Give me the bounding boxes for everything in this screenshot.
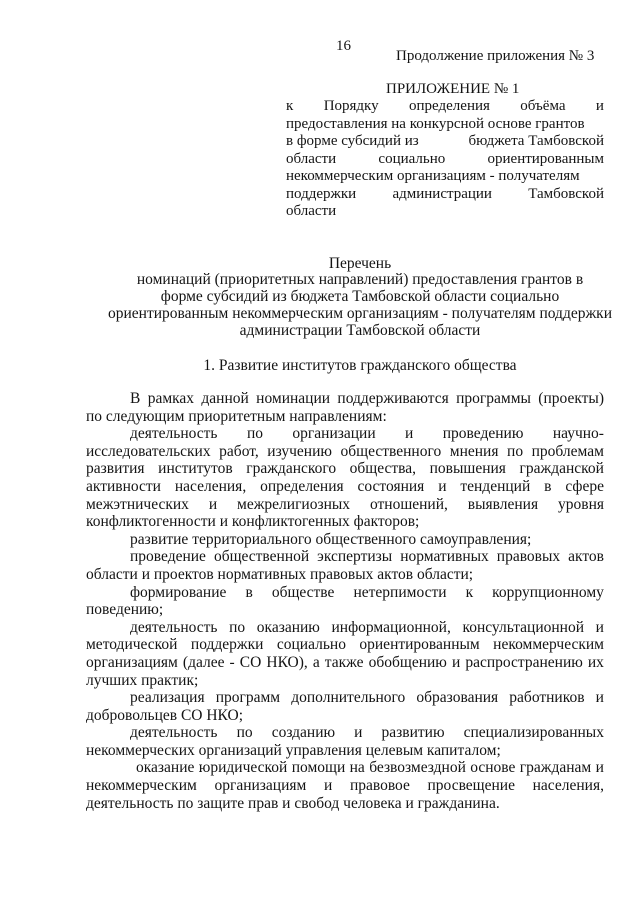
word: общественного — [340, 442, 442, 460]
word: сфере — [565, 477, 604, 495]
word: распространению — [465, 653, 583, 671]
word: (далее — [182, 653, 225, 671]
word: методической — [86, 636, 178, 654]
word: развитию — [381, 724, 445, 742]
appendix-title: ПРИЛОЖЕНИЕ № 1 — [386, 81, 520, 97]
word: гражданской — [519, 460, 604, 478]
word: деятельность — [130, 425, 218, 443]
body-line — [86, 443, 604, 461]
word: по — [246, 425, 263, 443]
word: и — [405, 425, 414, 443]
word: состояния — [357, 477, 425, 495]
word: нетерпимости — [353, 583, 447, 601]
word: институтов — [158, 460, 233, 478]
word: оказание — [136, 759, 195, 777]
word: формирование — [130, 583, 227, 601]
word: активности — [86, 477, 161, 495]
word: населения, — [532, 777, 604, 795]
word: деятельность — [130, 618, 218, 636]
word: и — [354, 724, 363, 742]
body-line — [86, 689, 604, 707]
word: объёма — [520, 98, 566, 114]
word: общественной — [213, 548, 310, 566]
word: и — [595, 98, 604, 114]
word: данной — [201, 390, 249, 407]
word: развития — [86, 460, 145, 478]
word: нормативных — [400, 548, 489, 566]
word: ориентированным — [359, 636, 480, 654]
word: по — [236, 724, 253, 742]
appendix-ref-line: предоставления на конкурсной основе грантов — [286, 115, 585, 132]
word: Порядку — [323, 98, 379, 114]
word: некоммерческим — [493, 636, 604, 654]
word: юридической — [198, 759, 288, 777]
word: проблемам — [531, 442, 604, 460]
word: и — [595, 618, 604, 636]
body-line: поведению; — [86, 601, 164, 619]
word: поддерживаются — [337, 390, 449, 407]
body-line — [86, 460, 604, 478]
word: обществе — [271, 583, 335, 601]
word: тенденций — [460, 477, 531, 495]
word: программы — [456, 390, 531, 407]
word: в форме субсидий из — [286, 133, 419, 149]
word: правовых — [496, 548, 561, 566]
appendix-ref-line — [286, 98, 604, 116]
word: номинации — [256, 390, 331, 407]
body-line: добровольцев СО НКО; — [86, 706, 244, 724]
word: исследовательских — [86, 442, 211, 460]
word: общества, — [349, 460, 417, 478]
body-line — [86, 777, 604, 795]
body-line: конфликтогенности и конфликтогенных факторов; — [86, 513, 420, 531]
word: правовое — [349, 777, 410, 795]
body-line — [86, 619, 604, 637]
word: и — [451, 653, 461, 671]
word: и — [595, 759, 604, 777]
word: области — [286, 150, 337, 167]
word: повышения — [429, 460, 506, 478]
word: работников — [509, 689, 585, 707]
section-heading: 1. Развитие институтов гражданского общества — [203, 357, 517, 374]
word: по — [229, 618, 246, 636]
body-line: деятельность по защите прав и свобод человека и гражданина. — [86, 794, 500, 812]
subtitle-line: ориентированным некоммерческим организациям - получателям поддержки — [107, 305, 612, 322]
word: образования — [416, 689, 499, 707]
word: реализация — [130, 689, 205, 707]
word: межрелигиозных — [237, 495, 351, 513]
continuation-label: Продолжение приложения № 3 — [396, 48, 595, 64]
word: оказанию — [256, 618, 320, 636]
word: к — [286, 98, 294, 114]
body-line — [86, 724, 604, 742]
word: проведению — [442, 425, 524, 443]
word: просвещение — [427, 777, 515, 795]
body-line: развитие территориального общественного самоуправления; — [130, 530, 532, 548]
word: организациям — [214, 777, 307, 795]
subtitle-line: форме субсидий из бюджета Тамбовской области социально — [160, 288, 560, 305]
word: рамках — [147, 390, 195, 407]
word: экспертизы — [317, 548, 393, 566]
body-line: лучших практик; — [86, 671, 199, 689]
word: а — [312, 653, 320, 671]
body-line — [86, 496, 604, 514]
word: ориентированным — [487, 150, 604, 167]
appendix-ref-line: области — [286, 203, 337, 219]
word: межэтнических — [86, 495, 189, 513]
word: коррупционному — [492, 583, 604, 601]
word: научно- — [552, 425, 604, 443]
word: бюджета Тамбовской — [468, 133, 604, 149]
word: В — [130, 390, 141, 407]
word: консультационной — [462, 618, 585, 636]
word: гражданам — [519, 759, 592, 777]
word: к — [465, 583, 474, 601]
list-heading: Перечень — [328, 255, 392, 272]
body-line — [86, 478, 604, 496]
word: деятельность — [130, 724, 218, 742]
appendix-ref-line — [286, 133, 604, 151]
word: выявления — [467, 495, 539, 513]
word: поддержки — [286, 185, 357, 202]
body-line: области и проектов нормативных правовых актов области; — [86, 565, 474, 583]
body-line — [86, 636, 604, 654]
body-line — [86, 654, 604, 672]
appendix-ref-line — [286, 151, 604, 169]
word: на — [349, 759, 365, 777]
word: программ — [215, 689, 281, 707]
word: определения — [409, 98, 490, 114]
body-line: некоммерческих организаций управления целевым капиталом; — [86, 741, 501, 759]
word: - — [229, 653, 235, 671]
word: основе — [470, 759, 516, 777]
word: дополнительного — [291, 689, 406, 707]
body-line: по следующим приоритетным направлениям: — [86, 407, 387, 425]
word: уровня — [558, 495, 604, 513]
appendix-ref-line: некоммерческим организациям - получателям — [286, 168, 580, 184]
word: обобщению — [368, 653, 447, 671]
word: и — [595, 689, 604, 707]
word: и — [438, 477, 447, 495]
word: работ, — [219, 442, 259, 460]
word: НКО), — [266, 653, 308, 671]
word: проведение — [130, 548, 206, 566]
word: отношений, — [369, 495, 448, 513]
word: СО — [239, 653, 262, 671]
word: некоммерческим — [86, 777, 197, 795]
body-text — [86, 390, 604, 812]
subtitle-line: администрации Тамбовской области — [239, 322, 481, 339]
word: мнения — [449, 442, 499, 460]
word: социально — [276, 636, 346, 654]
word: и — [208, 495, 218, 513]
body-line — [86, 425, 604, 443]
word: и — [323, 777, 333, 795]
word: в — [544, 477, 552, 495]
word: актов — [568, 548, 604, 566]
word: по — [507, 442, 524, 460]
word: их — [587, 653, 604, 671]
word: поддержки — [190, 636, 264, 654]
appendix-reference — [286, 98, 604, 221]
word: Тамбовской — [528, 185, 604, 202]
word: также — [324, 653, 364, 671]
word: помощи — [291, 759, 346, 777]
appendix-ref-line — [286, 186, 604, 204]
word: администрации — [392, 185, 492, 202]
word: гражданского — [246, 460, 337, 478]
word: населения, — [174, 477, 247, 495]
word: определения — [260, 477, 344, 495]
word: организациям — [86, 653, 178, 671]
subtitle-line: номинаций (приоритетных направлений) предоставления грантов в — [136, 271, 584, 288]
word: специализированных — [463, 724, 604, 742]
word: в — [245, 583, 253, 601]
word: изучению — [267, 442, 332, 460]
word: безвозмездной — [369, 759, 466, 777]
word: организации — [292, 425, 376, 443]
body-line — [86, 759, 604, 777]
word: (проекты) — [538, 390, 604, 407]
body-line — [86, 548, 604, 566]
word: информационной, — [331, 618, 451, 636]
word: созданию — [271, 724, 336, 742]
word: социально — [378, 150, 446, 167]
body-line — [86, 584, 604, 602]
body-line — [86, 390, 604, 408]
page-number: 16 — [336, 38, 351, 54]
